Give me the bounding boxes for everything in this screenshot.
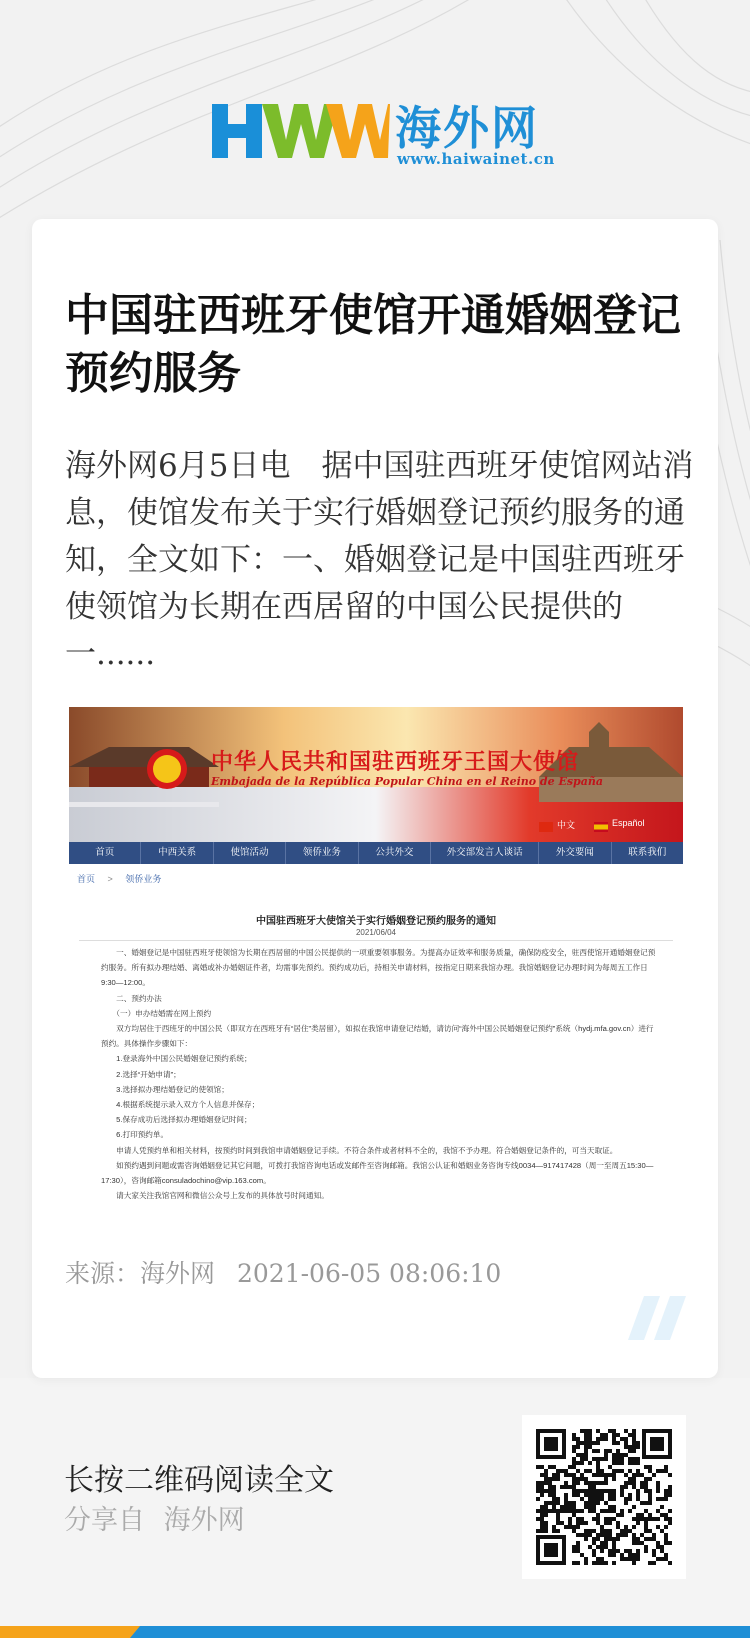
embassy-nav bbox=[69, 842, 683, 864]
nav-item-consular: 领侨业务 bbox=[286, 842, 358, 864]
notice-paragraph: 申请人凭预约单和相关材料，按预约时间到我馆申请婚姻登记手续。不符合条件或者材料不全的，我馆不予办理。符合婚姻登记条件的，可当天取证。 bbox=[101, 1145, 618, 1155]
article-image[interactable] bbox=[69, 707, 683, 1201]
footer-call-to-action: 长按二维码阅读全文 bbox=[64, 1463, 334, 1498]
breadcrumb-separator: > bbox=[107, 874, 113, 884]
banner-chinese-title: 中华人民共和国驻西班牙王国大使馆 bbox=[211, 749, 580, 775]
hww-logo-mark bbox=[210, 100, 390, 162]
notice-paragraph: 2.选择“开始申请”； bbox=[101, 1069, 181, 1079]
breadcrumb-current: 领侨业务 bbox=[125, 874, 162, 884]
notice-paragraph: 3.选择拟办理结婚登记的使领馆； bbox=[101, 1084, 229, 1094]
logo-chinese-name: 海外网 bbox=[395, 101, 539, 155]
nav-item-home: 首页 bbox=[69, 842, 141, 864]
notice-paragraph: 一、婚姻登记是中国驻西班牙使领馆为长期在西居留的中国公民提供的一项重要领事服务。为提高办证效率和服务质量，确保防疫安全，驻西使馆开通婚姻登记预约服务。所有拟办理结婚、离婚或补办婚姻证件者，均需事先预约。预约成功后，持相关申请材料，按指定日期来我馆办理。我馆婚姻登记办理时间为每周五工作日9:30—12:00。 bbox=[101, 948, 656, 988]
article-title: 中国驻西班牙使馆开通婚姻登记预约服务 bbox=[65, 290, 681, 399]
embassy-banner bbox=[69, 707, 683, 842]
nav-item-spokesperson: 外交部发言人谈话 bbox=[431, 842, 539, 864]
qr-code-pattern bbox=[522, 1415, 686, 1579]
publish-datetime: 2021-06-05 08:06:10 bbox=[236, 1259, 502, 1288]
nav-item-news: 外交要闻 bbox=[539, 842, 611, 864]
breadcrumb bbox=[77, 872, 171, 885]
nav-item-contact: 联系我们 bbox=[628, 847, 667, 858]
nav-item-relations: 中西关系 bbox=[141, 842, 213, 864]
lang-chinese-link: 中文 bbox=[557, 820, 576, 830]
banner-spanish-title: Embajada de la República Popular China en el Reino de España bbox=[211, 775, 603, 788]
notice-date: 2021/06/04 bbox=[355, 928, 397, 937]
breadcrumb-home: 首页 bbox=[77, 874, 96, 884]
logo-url: www.haiwainet.cn bbox=[397, 150, 555, 168]
notice-title: 中国驻西班牙大使馆关于实行婚姻登记预约服务的通知 bbox=[256, 916, 496, 927]
notice-paragraph: 5.保存成功后选择拟办理婚姻登记时间； bbox=[101, 1115, 252, 1125]
notice-paragraph: 如预约遇到问题或需咨询婚姻登记其它问题，可拨打我馆咨询电话或发邮件至咨询邮箱。我馆公认证和婚姻业务咨询专线0034—917417428（周一至周五15:30—17:30），咨询邮箱consuladochino@vip.163.com。 bbox=[101, 1160, 654, 1186]
notice-body bbox=[101, 945, 657, 1203]
haiwainet-logo bbox=[210, 100, 555, 170]
qr-code-icon[interactable] bbox=[522, 1415, 686, 1579]
nav-item-public-diplomacy: 公共外交 bbox=[359, 842, 431, 864]
share-source: 海外网 bbox=[163, 1505, 245, 1536]
notice-paragraph: 二、预约办法 bbox=[101, 993, 162, 1003]
notice-paragraph: 请大家关注我馆官网和微信公众号上发布的具体放号时间通知。 bbox=[101, 1191, 329, 1201]
share-prefix: 分享自 bbox=[64, 1505, 145, 1536]
notice-paragraph: 双方均居住于西班牙的中国公民（即双方在西班牙有“居住”类居留），如拟在我馆申请登记结婚，请访问“海外中国公民婚姻登记预约”系统（hydj.mfa.gov.cn）进行预约。具体操作步骤如下： bbox=[101, 1024, 654, 1049]
notice-paragraph: 6.打印预约单。 bbox=[101, 1130, 169, 1140]
article-source bbox=[65, 1254, 515, 1290]
article-card[interactable] bbox=[32, 219, 718, 1378]
notice-paragraph: 1.登录海外中国公民婚姻登记预约系统； bbox=[101, 1054, 252, 1064]
notice-paragraph: （一）申办结婚需在网上预约 bbox=[101, 1008, 212, 1018]
lang-spanish-link: Español bbox=[612, 818, 645, 828]
nav-item-activities: 使馆活动 bbox=[214, 842, 286, 864]
bottom-accent-bar bbox=[0, 1626, 750, 1638]
footer-share-line bbox=[64, 1498, 255, 1537]
article-summary: 海外网6月5日电 据中国驻西班牙使馆网站消息，使馆发布关于实行婚姻登记预约服务的通知，全文如下：一、婚姻登记是中国驻西班牙使领馆为长期在西居留的中国公民提供的一...... bbox=[65, 448, 694, 672]
notice-divider bbox=[79, 940, 673, 941]
china-flag-icon bbox=[539, 822, 553, 832]
source-label: 来源：海外网 bbox=[65, 1259, 216, 1288]
double-slash-icon bbox=[628, 1294, 686, 1342]
notice-paragraph: 4.根据系统提示录入双方个人信息并保存； bbox=[101, 1100, 260, 1110]
